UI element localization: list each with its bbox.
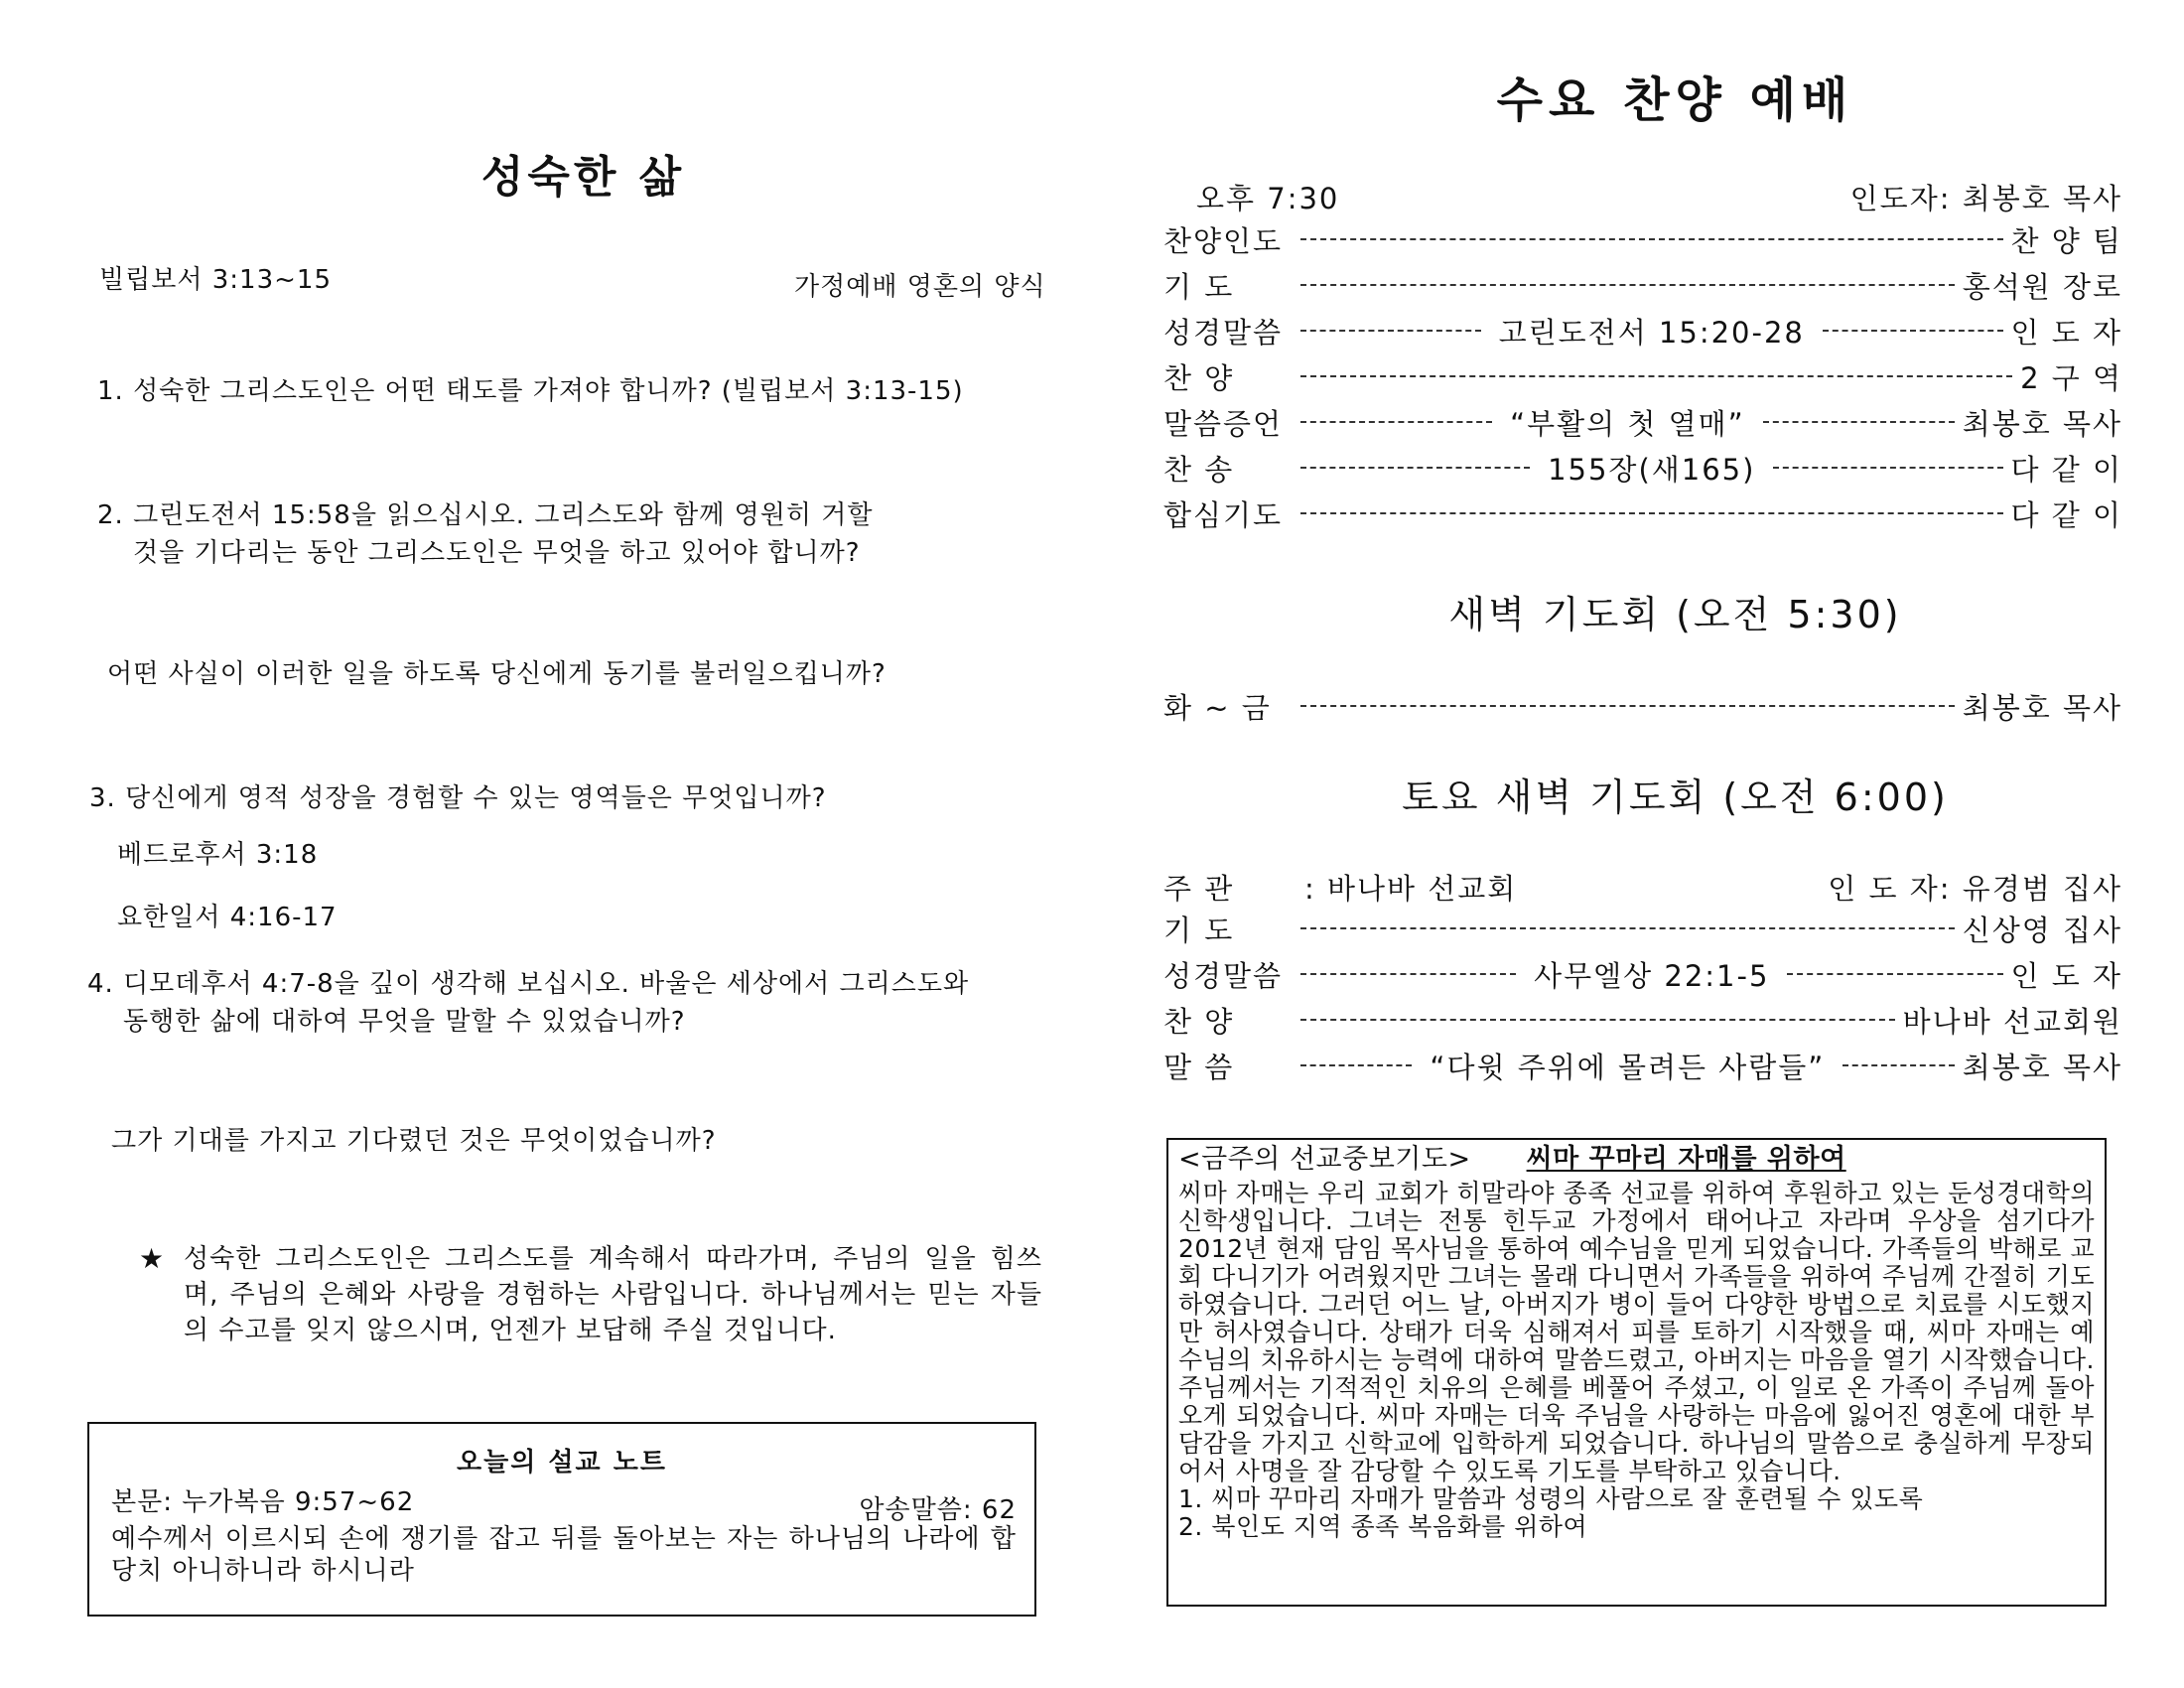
row-label: 화 ~ 금 [1163, 690, 1272, 725]
question-3-reference-2: 요한일서 4:16-17 [117, 903, 338, 932]
question-4-line-1: 4. 디모데후서 4:7-8을 깊이 생각해 보십시오. 바울은 세상에서 그리스도와 [87, 969, 970, 999]
leader-dashes [1300, 973, 1516, 975]
program-row [1163, 491, 2122, 536]
leader-dashes [1300, 421, 1492, 423]
program-row [1163, 308, 2122, 353]
program-row [1163, 1043, 2122, 1088]
row-value: 다 같 이 [2010, 497, 2122, 532]
mission-tag: <금주의 선교중보기도> [1178, 1144, 1471, 1175]
program-row [1163, 997, 2122, 1043]
row-label: 기 도 [1163, 269, 1235, 304]
sermon-note-box [87, 1422, 1036, 1617]
host-value: : 바나바 선교회 [1304, 871, 1518, 906]
scripture-reference: 빌립보서 3:13~15 [99, 265, 332, 295]
leader-dashes [1300, 512, 2003, 514]
saturday-leader: 인 도 자: 유경범 집사 [1828, 871, 2122, 906]
dawn-prayer-heading: 새벽 기도회 (오전 5:30) [1448, 593, 1902, 636]
leader-dashes [1763, 421, 1955, 423]
service-time: 오후 7:30 [1196, 182, 1340, 215]
program-row [1163, 353, 2122, 399]
memory-verse: 암송말씀: 62 [859, 1495, 1017, 1525]
series-label: 가정예배 영혼의 양식 [794, 272, 1046, 302]
row-value: 최봉호 목사 [1962, 690, 2122, 725]
program-row-host [1163, 864, 2122, 910]
program-row [1163, 399, 2122, 445]
row-label: 기 도 [1163, 913, 1235, 947]
row-label: 성경말씀 [1163, 958, 1284, 993]
program-row [1163, 951, 2122, 997]
row-label: 말씀증언 [1163, 406, 1284, 441]
sermon-verse: 예수께서 이르시되 손에 쟁기를 잡고 뒤를 돌아보는 자는 하나님의 나라에 합당치 아니하니라 하시니라 [111, 1524, 1017, 1586]
row-label: 찬 양 [1163, 1004, 1235, 1039]
left-page-title: 성숙한 삶 [480, 152, 686, 203]
leader-dashes [1843, 1064, 1954, 1066]
program-row [1163, 445, 2122, 491]
row-value: 인 도 자 [2010, 315, 2122, 350]
row-value: 2 구 역 [2020, 360, 2122, 395]
mission-heading: 씨마 꾸마리 자매를 위하여 [1526, 1144, 1846, 1175]
program-row [1163, 262, 2122, 308]
row-value: 홍석원 장로 [1962, 269, 2122, 304]
sermon-note-title: 오늘의 설교 노트 [457, 1448, 667, 1477]
question-4 [87, 965, 969, 1041]
row-label: 찬 양 [1163, 360, 1235, 395]
row-value: 신상영 집사 [1962, 913, 2122, 947]
leader-dashes [1300, 467, 1530, 469]
star-icon: ★ [139, 1242, 166, 1275]
sermon-text-reference: 본문: 누가복음 9:57~62 [111, 1487, 415, 1517]
row-detail: “부활의 첫 열매” [1510, 406, 1745, 441]
leader-dashes [1300, 330, 1481, 332]
row-value: 최봉호 목사 [1962, 1050, 2122, 1084]
row-label: 찬양인도 [1163, 223, 1284, 258]
question-2 [97, 496, 874, 572]
prayer-item-1: 1. 씨마 꾸마리 자매가 말씀과 성령의 사람으로 잘 훈련될 수 있도록 [1178, 1484, 1924, 1513]
row-value: 다 같 이 [2010, 452, 2123, 487]
row-detail: “다윗 주위에 몰려든 사람들” [1430, 1050, 1826, 1084]
saturday-prayer-heading: 토요 새벽 기도회 (오전 6:00) [1402, 775, 1949, 819]
leader-dashes [1300, 238, 2003, 240]
mission-prayer-box [1166, 1138, 2107, 1607]
row-label: 합심기도 [1163, 497, 1284, 532]
question-2-line-2: 것을 기다리는 동안 그리스도인은 무엇을 하고 있어야 합니까? [133, 538, 861, 568]
row-value: 인 도 자 [2010, 958, 2123, 993]
leader-dashes [1300, 1019, 1895, 1021]
leader-dashes [1300, 375, 2012, 377]
mission-body: 씨마 자매는 우리 교회가 히말라야 종족 선교를 위하여 후원하고 있는 둔성경대학의 신학생입니다. 그녀는 전통 힌두교 가정에서 태어나고 자라며 우상을 섬기다가 2012년 현재 담임 목사님을 통하여 예수님을 믿게 되었습니다. 가족들의 박해로 교회 다니기가 어려웠지만 그녀는 몰래 다니면서 가족들을 위하여 주님께 간절히 기도하였습니다. 그러던 어느 날, 아버지가 병이 들어 다양한 방법으로 치료를 시도했지만 허사였습니다. 상태가 더욱 심해져서 피를 토하기 시작했을 때, 씨마 자매는 예수님의 치유하시는 능력에 대하여 말씀드렸고, 아버지는 마음을 열기 시작했습니다. 주님께서는 기적적인 치유의 은혜를 베풀어 주셨고, 이 일로 온 가족이 주님께 돌아오게 되었습니다. 씨마 자매는 더욱 주님을 사랑하는 마음에 잃어진 영혼에 대한 부담감을 가지고 신학교에 입학하게 되었습니다. 하나님의 말씀으로 충실하게 무장되어서 사명을 잘 감당할 수 있도록 기도를 부탁하고 있습니다. [1178, 1179, 2095, 1485]
program-row [1163, 216, 2122, 262]
row-value: 최봉호 목사 [1962, 406, 2122, 441]
question-2-line-1: 2. 그린도전서 15:58을 읽으십시오. 그리스도와 함께 영원히 거할 [97, 500, 874, 530]
row-detail: 사무엘상 22:1-5 [1534, 958, 1770, 993]
row-label: 주 관 [1163, 871, 1235, 906]
mission-header [1178, 1146, 2095, 1174]
row-detail: 고린도전서 15:20-28 [1498, 315, 1805, 350]
row-label: 성경말씀 [1163, 315, 1284, 350]
question-4-follow-up: 그가 기대를 가지고 기다렸던 것은 무엇이었습니까? [111, 1126, 717, 1156]
row-label: 찬 송 [1163, 452, 1235, 487]
program-row [1163, 906, 2122, 951]
question-3: 3. 당신에게 영적 성장을 경험할 수 있는 영역들은 무엇입니까? [89, 783, 827, 813]
row-label: 말 씀 [1163, 1050, 1235, 1084]
leader-dashes [1823, 330, 2003, 332]
row-value: 찬 양 팀 [2010, 223, 2122, 258]
leader-dashes [1300, 705, 1955, 707]
question-1: 1. 성숙한 그리스도인은 어떤 태도를 가져야 합니까? (빌립보서 3:13-15) [97, 376, 964, 406]
program-row [1163, 683, 2122, 729]
question-2-follow-up: 어떤 사실이 이러한 일을 하도록 당신에게 동기를 불러일으킵니까? [107, 659, 887, 689]
leader-dashes [1773, 467, 2002, 469]
service-leader: 인도자: 최봉호 목사 [1849, 182, 2122, 215]
prayer-item-2: 2. 북인도 지역 종족 복음화를 위하여 [1178, 1512, 1588, 1541]
row-value: 바나바 선교회원 [1902, 1004, 2122, 1039]
right-page-title: 수요 찬양 예배 [1496, 72, 1854, 128]
leader-dashes [1300, 284, 1955, 286]
leader-dashes [1787, 973, 2002, 975]
leader-dashes [1300, 927, 1955, 929]
row-detail: 155장(새165) [1548, 452, 1756, 487]
question-4-line-2: 동행한 삶에 대하여 무엇을 말할 수 있었습니까? [123, 1007, 686, 1037]
leader-dashes [1300, 1064, 1412, 1066]
question-3-reference-1: 베드로후서 3:18 [117, 840, 319, 870]
summary-statement: 성숙한 그리스도인은 그리스도를 계속해서 따라가며, 주님의 일을 힘쓰며, 주님의 은혜와 사랑을 경험하는 사람입니다. 하나님께서는 믿는 자들의 수고를 잊지 않으시며, 언젠가 보답해 주실 것입니다. [184, 1244, 1042, 1345]
